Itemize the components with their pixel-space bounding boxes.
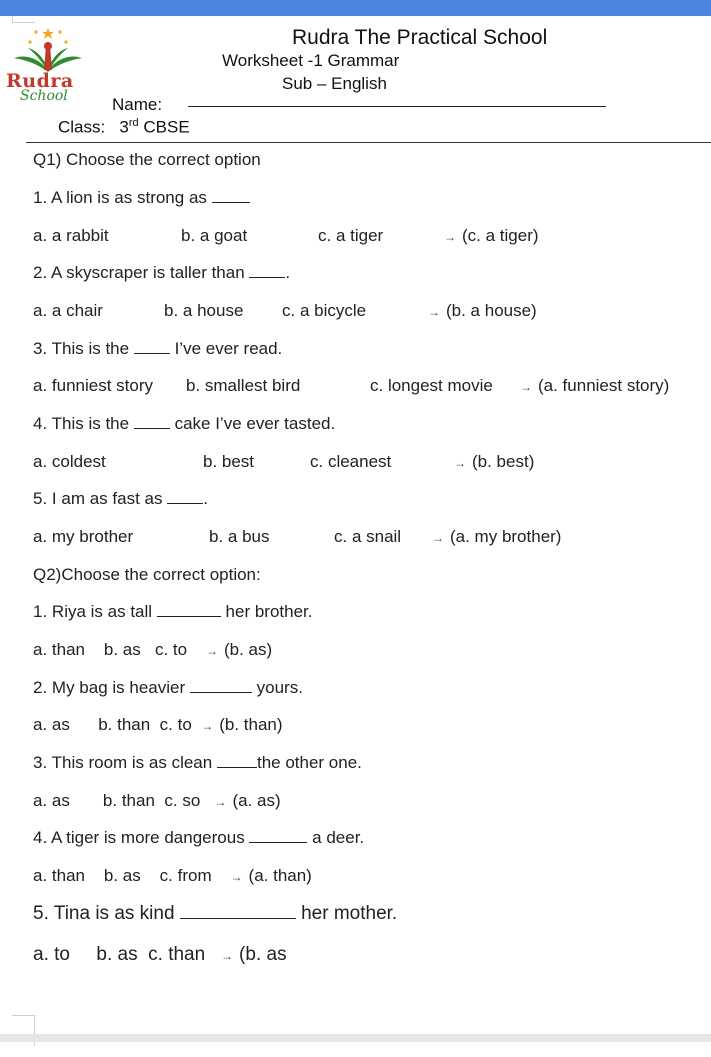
q1-answer-5: → (a. my brother) xyxy=(432,527,562,546)
page-bottom-strip xyxy=(0,1034,711,1042)
logo-subtext: School xyxy=(20,88,68,104)
q1-option-3b: b. smallest bird xyxy=(186,376,301,395)
q1-option-5c: c. a snail xyxy=(334,527,402,546)
q1-question-2: 2. A skyscraper is taller than . xyxy=(33,263,291,282)
q1-answer-4: → (b. best) xyxy=(454,452,535,471)
q2-question-2: 2. My bag is heavier yours. xyxy=(33,678,303,697)
class-label: Class: xyxy=(58,117,106,137)
q1-option-1b: b. a goat xyxy=(181,226,248,245)
q1-option-4a: a. coldest xyxy=(33,452,106,471)
q1-option-5a: a. my brother xyxy=(33,527,134,546)
q2-heading: Q2)Choose the correct option: xyxy=(33,565,261,584)
school-name: Rudra The Practical School xyxy=(292,26,548,49)
q1-question-5: 5. I am as fast as . xyxy=(33,489,208,508)
arrow-icon: → xyxy=(454,456,466,470)
q2-options-4: a. than b. as c. from → (a. than) xyxy=(33,866,312,885)
q1-heading: Q1) Choose the correct option xyxy=(33,150,261,169)
q2-question-1: 1. Riya is as tall her brother. xyxy=(33,602,313,621)
logo-text: Rudra xyxy=(6,70,74,92)
arrow-icon: → xyxy=(444,230,456,244)
q2-options-3: a. as b. than c. so → (a. as) xyxy=(33,791,281,810)
name-label: Name: xyxy=(112,95,163,114)
arrow-icon: → xyxy=(221,949,234,963)
q2-question-3: 3. This room is as clean the other one. xyxy=(33,753,362,772)
name-field-line xyxy=(188,106,606,107)
top-bar xyxy=(0,0,711,16)
class-superscript: rd xyxy=(128,117,139,129)
arrow-icon: → xyxy=(201,719,214,733)
arrow-icon: → xyxy=(428,305,440,319)
q2-options-1: a. than b. as c. to → (b. as) xyxy=(33,640,273,659)
q2-options-2: a. as b. than c. to → (b. than) xyxy=(33,715,283,734)
q1-option-2b: b. a house xyxy=(164,301,244,320)
q1-option-3a: a. funniest story xyxy=(33,376,154,395)
class-number: 3 xyxy=(119,117,129,137)
q1-option-1c: c. a tiger xyxy=(318,226,384,245)
q1-answer-3: → (a. funniest story) xyxy=(520,376,670,395)
q1-option-4c: c. cleanest xyxy=(310,452,392,471)
q1-option-2c: c. a bicycle xyxy=(282,301,367,320)
q2-question-4: 4. A tiger is more dangerous a deer. xyxy=(33,828,365,847)
arrow-icon: → xyxy=(214,795,227,809)
q1-option-1a: a. a rabbit xyxy=(33,226,109,245)
q1-option-3c: c. longest movie xyxy=(370,376,493,395)
class-board: CBSE xyxy=(143,117,190,137)
q2-options-5: a. to b. as c. than → (b. as xyxy=(33,944,287,965)
arrow-icon: → xyxy=(432,531,444,545)
q2-question-5: 5. Tina is as kind her mother. xyxy=(33,903,398,924)
q1-answer-2: → (b. a house) xyxy=(428,301,537,320)
arrow-icon: → xyxy=(205,644,218,658)
q1-option-4b: b. best xyxy=(203,452,255,471)
class-line xyxy=(58,117,190,138)
arrow-icon: → xyxy=(520,380,532,394)
q1-question-4: 4. This is the cake I’ve ever tasted. xyxy=(33,414,336,433)
header-divider xyxy=(26,142,711,143)
q1-question-1: 1. A lion is as strong as xyxy=(33,188,250,208)
subject-label: Sub – English xyxy=(282,74,387,93)
q1-option-2a: a. a chair xyxy=(33,301,103,320)
arrow-icon: → xyxy=(230,870,243,884)
q1-answer-1: → (c. a tiger) xyxy=(444,226,539,245)
q1-option-5b: b. a bus xyxy=(209,527,270,546)
worksheet-title: Worksheet -1 Grammar xyxy=(222,51,400,70)
q1-question-3: 3. This is the I’ve ever read. xyxy=(33,339,283,358)
